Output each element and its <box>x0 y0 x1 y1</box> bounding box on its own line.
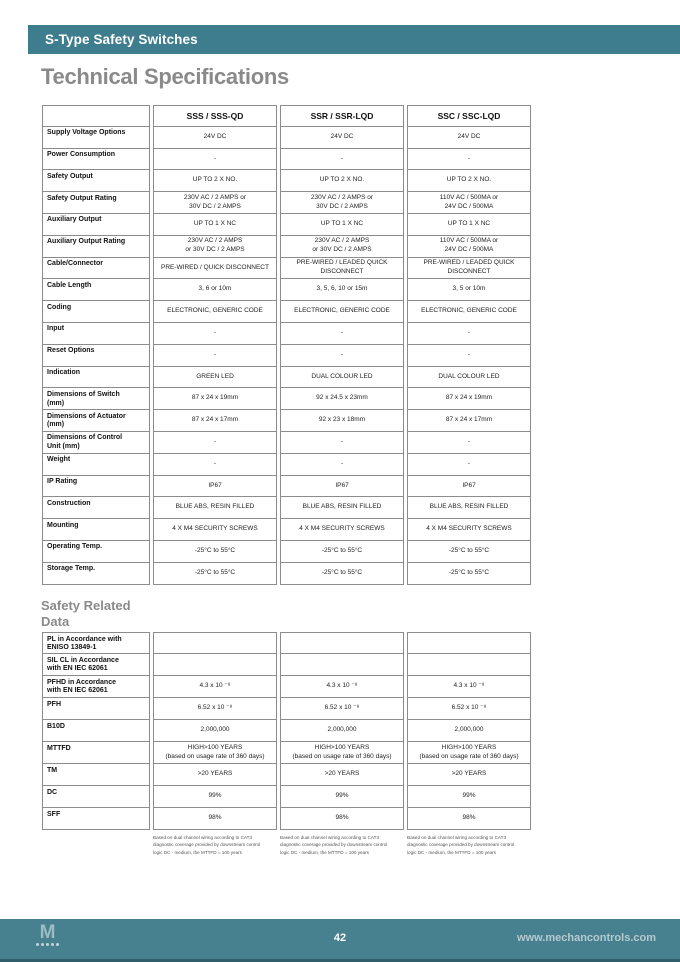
row-label: Weight <box>42 454 150 476</box>
row-label: PFHD in Accordance with EN IEC 62061 <box>42 676 150 698</box>
cell-value: 4 X M4 SECURITY SCREWS <box>407 519 531 541</box>
row-label: Cable Length <box>42 279 150 301</box>
footnote-col-1: Based on dual channel wiring according to CAT3 diagnostic coverage provided by downstream control logic DC - medium, the MTTFD = 100 years <box>153 835 261 855</box>
cell-value <box>407 632 531 654</box>
row-label: Dimensions of Switch (mm) <box>42 388 150 410</box>
cell-value: 6.52 x 10 ⁻⁸ <box>153 698 277 720</box>
cell-value: 2,000,000 <box>153 720 277 742</box>
cell-value: BLUE ABS, RESIN FILLED <box>407 497 531 519</box>
row-label: Coding <box>42 301 150 323</box>
cell-value: UP TO 1 X NC <box>153 214 277 236</box>
cell-value: 99% <box>280 786 404 808</box>
cell-value: 2,000,000 <box>280 720 404 742</box>
cell-value: ELECTRONIC, GENERIC CODE <box>153 301 277 323</box>
row-label: SFF <box>42 808 150 830</box>
cell-value: 87 x 24 x 17mm <box>407 410 531 432</box>
cell-value: 92 x 24.5 x 23mm <box>280 388 404 410</box>
row-label: Dimensions of Actuator (mm) <box>42 410 150 432</box>
cell-value: DUAL COLOUR LED <box>280 367 404 389</box>
cell-value: -25°C to 55°C <box>153 541 277 563</box>
footnotes-row <box>153 834 531 856</box>
row-label: Cable/Connector <box>42 258 150 280</box>
logo-letter: M <box>39 922 56 943</box>
cell-value: 6.52 x 10 ⁻⁸ <box>407 698 531 720</box>
cell-value: 4.3 x 10 ⁻⁸ <box>407 676 531 698</box>
cell-value: 6.52 x 10 ⁻⁸ <box>280 698 404 720</box>
cell-value: ELECTRONIC, GENERIC CODE <box>280 301 404 323</box>
cell-value: - <box>153 454 277 476</box>
cell-value: IP67 <box>153 476 277 498</box>
cell-value: - <box>280 454 404 476</box>
row-label: Input <box>42 323 150 345</box>
row-label: Safety Output Rating <box>42 192 150 214</box>
safety-related-data-heading: Safety Related Data <box>41 598 131 629</box>
cell-value: 110V AC / 500MA or 24V DC / 500MA <box>407 236 531 258</box>
cell-value: - <box>153 149 277 171</box>
page-title: Technical Specifications <box>41 64 289 89</box>
cell-value: - <box>407 454 531 476</box>
cell-value: UP TO 2 X NO. <box>280 170 404 192</box>
cell-value: 98% <box>407 808 531 830</box>
cell-value: UP TO 2 X NO. <box>153 170 277 192</box>
row-label: Auxiliary Output Rating <box>42 236 150 258</box>
page-number: 42 <box>333 932 347 944</box>
cell-value <box>280 654 404 676</box>
cell-value: - <box>280 345 404 367</box>
cell-value: 87 x 24 x 19mm <box>153 388 277 410</box>
header-title: S-Type Safety Switches <box>45 32 198 47</box>
cell-value: -25°C to 55°C <box>280 541 404 563</box>
cell-value: -25°C to 55°C <box>280 563 404 585</box>
cell-value: HIGH>100 YEARS (based on usage rate of 360 days) <box>153 742 277 764</box>
cell-value: >20 YEARS <box>407 764 531 786</box>
cell-value: 230V AC / 2 AMPS or 30V DC / 2 AMPS <box>280 192 404 214</box>
cell-value: 2,000,000 <box>407 720 531 742</box>
cell-value: -25°C to 55°C <box>153 563 277 585</box>
cell-value: 4.3 x 10 ⁻⁸ <box>153 676 277 698</box>
row-label: Mounting <box>42 519 150 541</box>
cell-value: 4 X M4 SECURITY SCREWS <box>280 519 404 541</box>
cell-value: 98% <box>153 808 277 830</box>
cell-value: >20 YEARS <box>153 764 277 786</box>
cell-value: 24V DC <box>153 127 277 149</box>
column-header: SSS / SSS-QD <box>153 105 277 127</box>
row-label: Storage Temp. <box>42 563 150 585</box>
cell-value <box>153 654 277 676</box>
cell-value: - <box>407 323 531 345</box>
row-label: PL in Accordance with ENISO 13849-1 <box>42 632 150 654</box>
cell-value: 24V DC <box>407 127 531 149</box>
row-label: DC <box>42 786 150 808</box>
footnote-col-3: Based on dual channel wiring according to CAT3 diagnostic coverage provided by downstream control logic DC - medium, the MTTFD = 100 years <box>407 835 515 855</box>
cell-value <box>280 632 404 654</box>
row-label: Safety Output <box>42 170 150 192</box>
cell-value: PRE-WIRED / LEADED QUICK DISCONNECT <box>407 258 531 280</box>
cell-value: - <box>153 323 277 345</box>
cell-value: - <box>407 432 531 454</box>
cell-value: 230V AC / 2 AMPS or 30V DC / 2 AMPS <box>280 236 404 258</box>
cell-value: - <box>280 149 404 171</box>
row-label: Reset Options <box>42 345 150 367</box>
cell-value: 98% <box>280 808 404 830</box>
cell-value: GREEN LED <box>153 367 277 389</box>
cell-value: - <box>280 432 404 454</box>
table-corner-cell <box>42 105 150 127</box>
cell-value: 87 x 24 x 19mm <box>407 388 531 410</box>
cell-value: - <box>280 323 404 345</box>
row-label: Indication <box>42 367 150 389</box>
cell-value: 99% <box>407 786 531 808</box>
cell-value: >20 YEARS <box>280 764 404 786</box>
cell-value: 99% <box>153 786 277 808</box>
cell-value <box>153 632 277 654</box>
cell-value: -25°C to 55°C <box>407 541 531 563</box>
cell-value: - <box>153 432 277 454</box>
cell-value: DUAL COLOUR LED <box>407 367 531 389</box>
cell-value: 110V AC / 500MA or 24V DC / 500MA <box>407 192 531 214</box>
cell-value: PRE-WIRED / LEADED QUICK DISCONNECT <box>280 258 404 280</box>
cell-value: 4.3 x 10 ⁻⁸ <box>280 676 404 698</box>
cell-value: UP TO 1 X NC <box>407 214 531 236</box>
row-label: Operating Temp. <box>42 541 150 563</box>
cell-value: PRE-WIRED / QUICK DISCONNECT <box>153 258 277 280</box>
row-label: Auxiliary Output <box>42 214 150 236</box>
row-label: TM <box>42 764 150 786</box>
cell-value: IP67 <box>407 476 531 498</box>
cell-value: IP67 <box>280 476 404 498</box>
cell-value: BLUE ABS, RESIN FILLED <box>153 497 277 519</box>
cell-value: 3, 6 or 10m <box>153 279 277 301</box>
cell-value: UP TO 2 X NO. <box>407 170 531 192</box>
row-label: Supply Voltage Options <box>42 127 150 149</box>
cell-value: HIGH>100 YEARS (based on usage rate of 360 days) <box>407 742 531 764</box>
website-url: www.mechancontrols.com <box>517 932 656 944</box>
cell-value: 87 x 24 x 17mm <box>153 410 277 432</box>
technical-specifications-table <box>42 105 531 585</box>
cell-value: 24V DC <box>280 127 404 149</box>
cell-value: 3, 5 or 10m <box>407 279 531 301</box>
row-label: B10D <box>42 720 150 742</box>
row-label: IP Rating <box>42 476 150 498</box>
cell-value: BLUE ABS, RESIN FILLED <box>280 497 404 519</box>
cell-value: UP TO 1 X NC <box>280 214 404 236</box>
row-label: Power Consumption <box>42 149 150 171</box>
cell-value: 230V AC / 2 AMPS or 30V DC / 2 AMPS <box>153 192 277 214</box>
cell-value: - <box>153 345 277 367</box>
footnote-col-2: Based on dual channel wiring according to CAT3 diagnostic coverage provided by downstream control logic DC - medium, the MTTFD = 100 years <box>280 835 388 855</box>
footer-bar <box>0 919 680 962</box>
header-bar <box>28 25 680 54</box>
cell-value <box>407 654 531 676</box>
cell-value: ELECTRONIC, GENERIC CODE <box>407 301 531 323</box>
cell-value: -25°C to 55°C <box>407 563 531 585</box>
row-label: PFH <box>42 698 150 720</box>
column-header: SSR / SSR-LQD <box>280 105 404 127</box>
row-label: Construction <box>42 497 150 519</box>
cell-value: 92 x 23 x 18mm <box>280 410 404 432</box>
cell-value: 4 X M4 SECURITY SCREWS <box>153 519 277 541</box>
cell-value: - <box>407 149 531 171</box>
row-label: SIL CL in Accordance with EN IEC 62061 <box>42 654 150 676</box>
cell-value: - <box>407 345 531 367</box>
cell-value: HIGH>100 YEARS (based on usage rate of 360 days) <box>280 742 404 764</box>
cell-value: 230V AC / 2 AMPS or 30V DC / 2 AMPS <box>153 236 277 258</box>
cell-value: 3, 5, 6, 10 or 15m <box>280 279 404 301</box>
column-header: SSC / SSC-LQD <box>407 105 531 127</box>
row-label: MTTFD <box>42 742 150 764</box>
safety-related-data-table <box>42 632 531 830</box>
row-label: Dimensions of Control Unit (mm) <box>42 432 150 454</box>
